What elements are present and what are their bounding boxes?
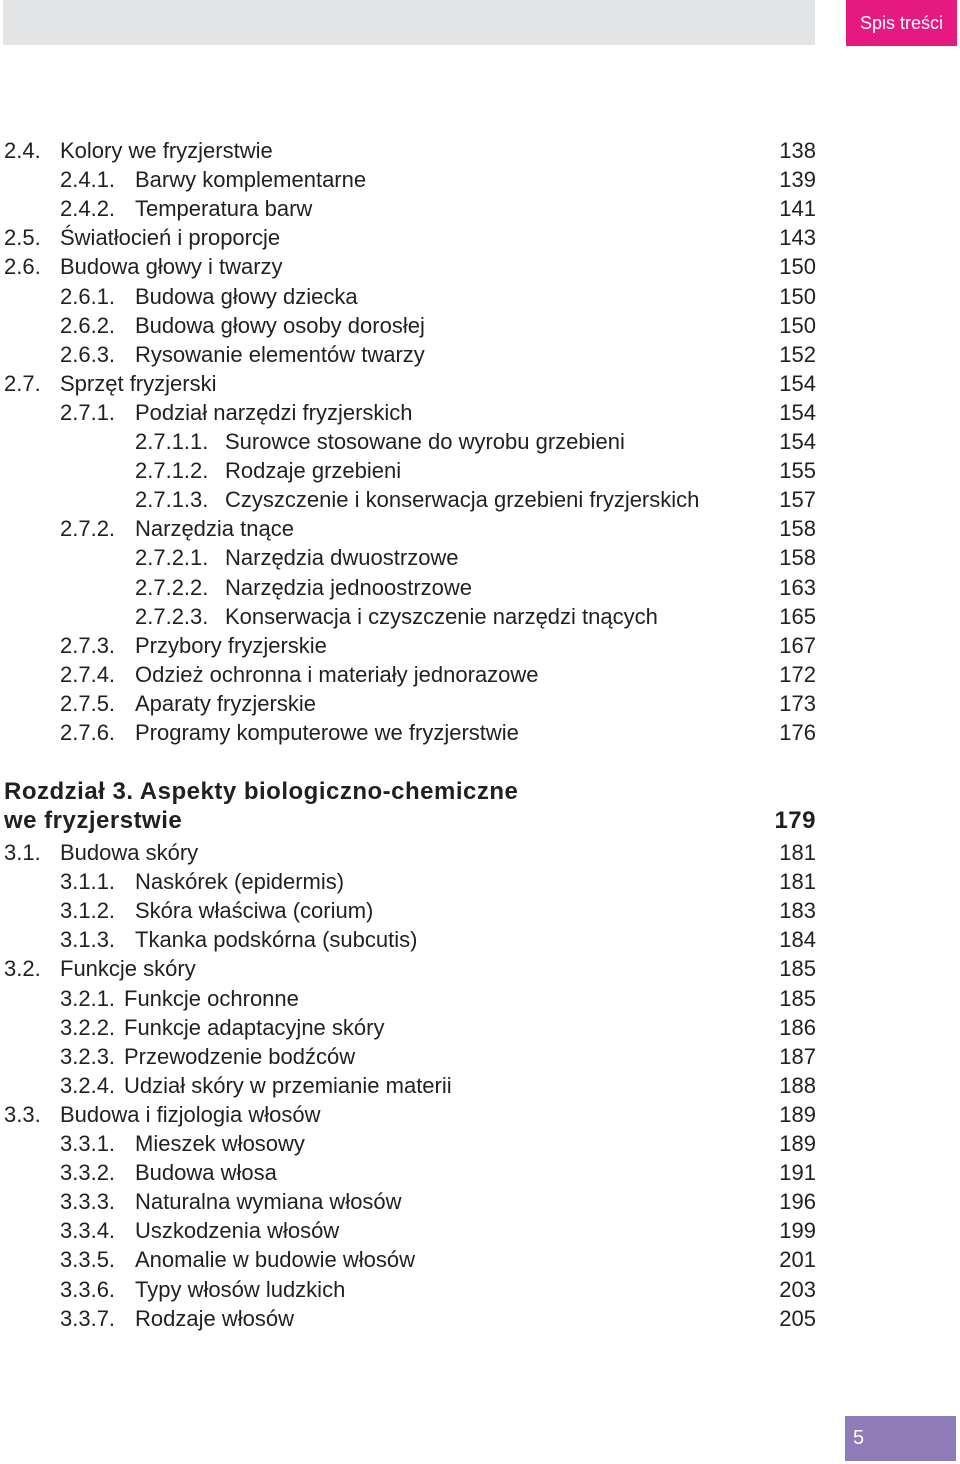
toc-entry-title: Odzież ochronna i materiały jednorazowe — [135, 661, 539, 687]
toc-entry-number: 2.6.2. — [60, 312, 116, 338]
toc-entry-number: 2.6. — [4, 254, 41, 280]
toc-entry-page: 187 — [779, 1043, 816, 1069]
toc-entry-number: 3.2. — [4, 956, 41, 982]
toc-entry[interactable] — [0, 925, 816, 954]
toc-entry[interactable] — [0, 718, 816, 747]
toc-entry-title: Budowa włosa — [135, 1160, 277, 1186]
toc-entry[interactable] — [0, 543, 816, 572]
toc-entry[interactable] — [0, 223, 816, 252]
toc-entry-title: Narzędzia jednoostrzowe — [225, 574, 473, 600]
toc-entry-title: Tkanka podskórna (subcutis) — [135, 927, 418, 953]
toc-entry-page: 173 — [779, 690, 816, 716]
toc-entry-number: 3.2.3. — [60, 1043, 116, 1069]
chapter-title-line2: we fryzjerstwie — [4, 807, 183, 834]
toc-entry[interactable] — [0, 896, 816, 925]
toc-entry[interactable] — [0, 369, 816, 398]
toc-entry-page: 205 — [779, 1305, 816, 1331]
toc-entry-title: Skóra właściwa (corium) — [135, 898, 374, 924]
toc-entry[interactable] — [0, 485, 816, 514]
toc-entry-title: Przybory fryzjerskie — [135, 632, 327, 658]
toc-entry-page: 150 — [779, 312, 816, 338]
toc-entry-page: 172 — [779, 661, 816, 687]
toc-entry-number: 2.7.3. — [60, 632, 116, 658]
toc-entry[interactable] — [0, 1042, 816, 1071]
toc-entry-number: 2.4.1. — [60, 167, 116, 193]
toc-entry-title: Budowa głowy i twarzy — [60, 254, 283, 280]
toc-entry-number: 2.5. — [4, 225, 41, 251]
toc-entry-page: 186 — [779, 1014, 816, 1040]
toc-entry-page: 165 — [779, 603, 816, 629]
toc-entry-page: 163 — [779, 574, 816, 600]
toc-entry-number: 2.7.5. — [60, 690, 116, 716]
toc-entry-title: Naturalna wymiana włosów — [135, 1189, 402, 1215]
toc-entry[interactable] — [0, 1187, 816, 1216]
toc-entry-number: 3.3.5. — [60, 1247, 116, 1273]
toc-entry-title: Barwy komplementarne — [135, 167, 367, 193]
toc-entry[interactable] — [0, 1245, 816, 1274]
toc-entry-title: Funkcje adaptacyjne skóry — [124, 1014, 385, 1040]
toc-entry-page: 158 — [779, 545, 816, 571]
toc-entry-page: 184 — [779, 927, 816, 953]
toc-entry[interactable] — [0, 1013, 816, 1042]
toc-entry-page: 154 — [779, 370, 816, 396]
toc-entry-number: 2.7.1. — [60, 399, 116, 425]
toc-entry-number: 3.1.3. — [60, 927, 116, 953]
toc-entry-page: 199 — [779, 1218, 816, 1244]
toc-entry-page: 155 — [779, 458, 816, 484]
toc-entry[interactable] — [0, 1216, 816, 1245]
toc-entry-title: Rodzaje grzebieni — [225, 458, 402, 484]
toc-entry-title: Podział narzędzi fryzjerskich — [135, 399, 413, 425]
toc-entry-title: Funkcje ochronne — [124, 985, 299, 1011]
page-number: 5 — [845, 1416, 956, 1461]
toc-entry-number: 2.6.1. — [60, 283, 116, 309]
toc-entry[interactable] — [0, 1129, 816, 1158]
toc-entry-number: 3.3.2. — [60, 1160, 116, 1186]
toc-entry-page: 157 — [779, 487, 816, 513]
toc-entry-page: 150 — [779, 254, 816, 280]
toc-entry-title: Światłocień i proporcje — [60, 225, 281, 251]
toc-entry-number: 2.7.1.3. — [135, 487, 209, 513]
toc-entry-title: Uszkodzenia włosów — [135, 1218, 340, 1244]
toc-entry-title: Mieszek włosowy — [135, 1131, 305, 1156]
toc-entry[interactable] — [0, 689, 816, 718]
toc-entry[interactable] — [0, 1100, 816, 1129]
toc-entry-page: 191 — [779, 1160, 816, 1186]
toc-entry-page: 154 — [779, 399, 816, 425]
toc-entry-number: 3.3.3. — [60, 1189, 116, 1215]
chapter-heading[interactable] — [4, 777, 816, 835]
toc-entry-number: 2.7.1.1. — [135, 429, 209, 454]
toc-entry-page: 150 — [779, 283, 816, 309]
toc-entry[interactable] — [0, 311, 816, 340]
toc-entry-page: 183 — [779, 898, 816, 924]
toc-entry[interactable] — [0, 1275, 816, 1304]
toc-entry-title: Rodzaje włosów — [135, 1305, 294, 1331]
toc-entry-title: Sprzęt fryzjerski — [60, 370, 217, 396]
toc-entry-page: 189 — [779, 1101, 816, 1127]
toc-entry-number: 3.1. — [4, 840, 41, 865]
toc-entry-number: 3.3.6. — [60, 1276, 116, 1302]
toc-entry-number: 3.1.1. — [60, 869, 116, 895]
toc-entry-number: 2.7.4. — [60, 661, 116, 687]
toc-entry-page: 185 — [779, 985, 816, 1011]
toc-entry[interactable] — [0, 194, 816, 223]
toc-entry-title: Anomalie w budowie włosów — [135, 1247, 416, 1273]
toc-entry-title: Narzędzia dwuostrzowe — [225, 545, 459, 571]
toc-entry[interactable] — [0, 1158, 816, 1187]
toc-entry[interactable] — [0, 282, 816, 311]
toc-entry-number: 3.2.1. — [60, 985, 116, 1011]
toc-entry-page: 154 — [779, 429, 816, 454]
toc-entry[interactable] — [0, 136, 816, 165]
toc-entry-page: 139 — [779, 167, 816, 193]
toc-entry-title: Funkcje skóry — [60, 956, 196, 982]
toc-entry-title: Konserwacja i czyszczenie narzędzi tnących — [225, 603, 658, 629]
toc-entry[interactable] — [0, 838, 816, 867]
toc-entry[interactable] — [0, 427, 816, 456]
toc-entry-title: Udział skóry w przemianie materii — [124, 1072, 452, 1098]
toc-entry-number: 2.7.2.1. — [135, 545, 209, 571]
toc-entry-number: 2.6.3. — [60, 341, 116, 367]
toc-entry[interactable] — [0, 252, 816, 281]
toc-entry[interactable] — [0, 660, 816, 689]
toc-entry-page: 152 — [779, 341, 816, 367]
toc-entry-title: Typy włosów ludzkich — [135, 1276, 346, 1302]
toc-entry-number: 3.3.4. — [60, 1218, 116, 1244]
toc-entry[interactable] — [0, 398, 816, 427]
toc-entry-number: 2.4.2. — [60, 196, 116, 222]
toc-entry[interactable] — [0, 573, 816, 602]
toc-entry-number: 3.3.7. — [60, 1305, 116, 1331]
toc-entry-title: Narzędzia tnące — [135, 516, 294, 542]
toc-entry-title: Przewodzenie bodźców — [124, 1043, 356, 1069]
toc-entry-page: 167 — [779, 632, 816, 658]
toc-entry-number: 2.7.2. — [60, 516, 116, 542]
section-tab[interactable]: Spis treści — [846, 0, 957, 46]
toc-entry-page: 185 — [779, 956, 816, 982]
toc-entry[interactable] — [0, 514, 816, 543]
toc-entry[interactable] — [0, 954, 816, 983]
toc-entry-title: Surowce stosowane do wyrobu grzebieni — [225, 429, 625, 454]
toc-entry-title: Czyszczenie i konserwacja grzebieni fryzjerskich — [225, 487, 700, 513]
toc-entry-page: 143 — [779, 225, 816, 251]
toc-entry-title: Budowa głowy dziecka — [135, 283, 358, 309]
chapter-page: 179 — [774, 807, 816, 834]
toc-entry-page: 189 — [779, 1131, 816, 1156]
toc-entry[interactable] — [0, 340, 816, 369]
chapter-title-line1: Rozdział 3. Aspekty biologiczno-chemiczne — [4, 778, 519, 805]
toc-entry-title: Budowa głowy osoby dorosłej — [135, 312, 425, 338]
toc-entry-title: Budowa i fizjologia włosów — [60, 1101, 321, 1127]
toc-entry-number: 3.1.2. — [60, 898, 116, 924]
toc-entry[interactable] — [0, 1304, 816, 1333]
chapter-title-line2-row — [4, 806, 816, 835]
toc-entry[interactable] — [0, 1071, 816, 1100]
toc-entry-page: 138 — [779, 138, 816, 163]
toc-entry-number: 3.3. — [4, 1101, 41, 1127]
toc-entry-number: 2.7.6. — [60, 720, 116, 745]
toc-entry-page: 141 — [779, 196, 816, 222]
toc-entry-page: 181 — [779, 869, 816, 895]
toc-entry[interactable] — [0, 165, 816, 194]
toc-entry-page: 181 — [779, 840, 816, 865]
toc-entry-title: Naskórek (epidermis) — [135, 869, 345, 895]
toc-entry-page: 203 — [779, 1276, 816, 1302]
toc-entry-number: 3.2.4. — [60, 1072, 116, 1098]
toc-entry-title: Rysowanie elementów twarzy — [135, 341, 425, 367]
toc-entry-number: 2.7.2.2. — [135, 574, 209, 600]
toc-entry-number: 2.7.2.3. — [135, 603, 209, 629]
toc-entry[interactable] — [0, 456, 816, 485]
toc-entry-page: 188 — [779, 1072, 816, 1098]
toc-entry-title: Aparaty fryzjerskie — [135, 690, 316, 716]
toc-entry-title: Kolory we fryzjerstwie — [60, 138, 273, 163]
toc-entry[interactable] — [0, 602, 816, 631]
toc-entry[interactable] — [0, 631, 816, 660]
toc-entry-number: 2.4. — [4, 138, 41, 163]
toc-entry-page: 176 — [779, 720, 816, 745]
toc-entry-title: Programy komputerowe we fryzjerstwie — [135, 720, 519, 745]
toc-entry-page: 158 — [779, 516, 816, 542]
toc-entry-page: 196 — [779, 1189, 816, 1215]
toc-entry-page: 201 — [779, 1247, 816, 1273]
toc-entry[interactable] — [0, 984, 816, 1013]
toc-entry-title: Temperatura barw — [135, 196, 313, 222]
toc-entry-number: 2.7. — [4, 370, 41, 396]
toc-entry-title: Budowa skóry — [60, 840, 199, 865]
toc-entry-number: 2.7.1.2. — [135, 458, 209, 484]
header-bar — [3, 0, 815, 45]
toc-entry-number: 3.3.1. — [60, 1131, 116, 1156]
toc-entry-number: 3.2.2. — [60, 1014, 116, 1040]
toc-entry[interactable] — [0, 867, 816, 896]
